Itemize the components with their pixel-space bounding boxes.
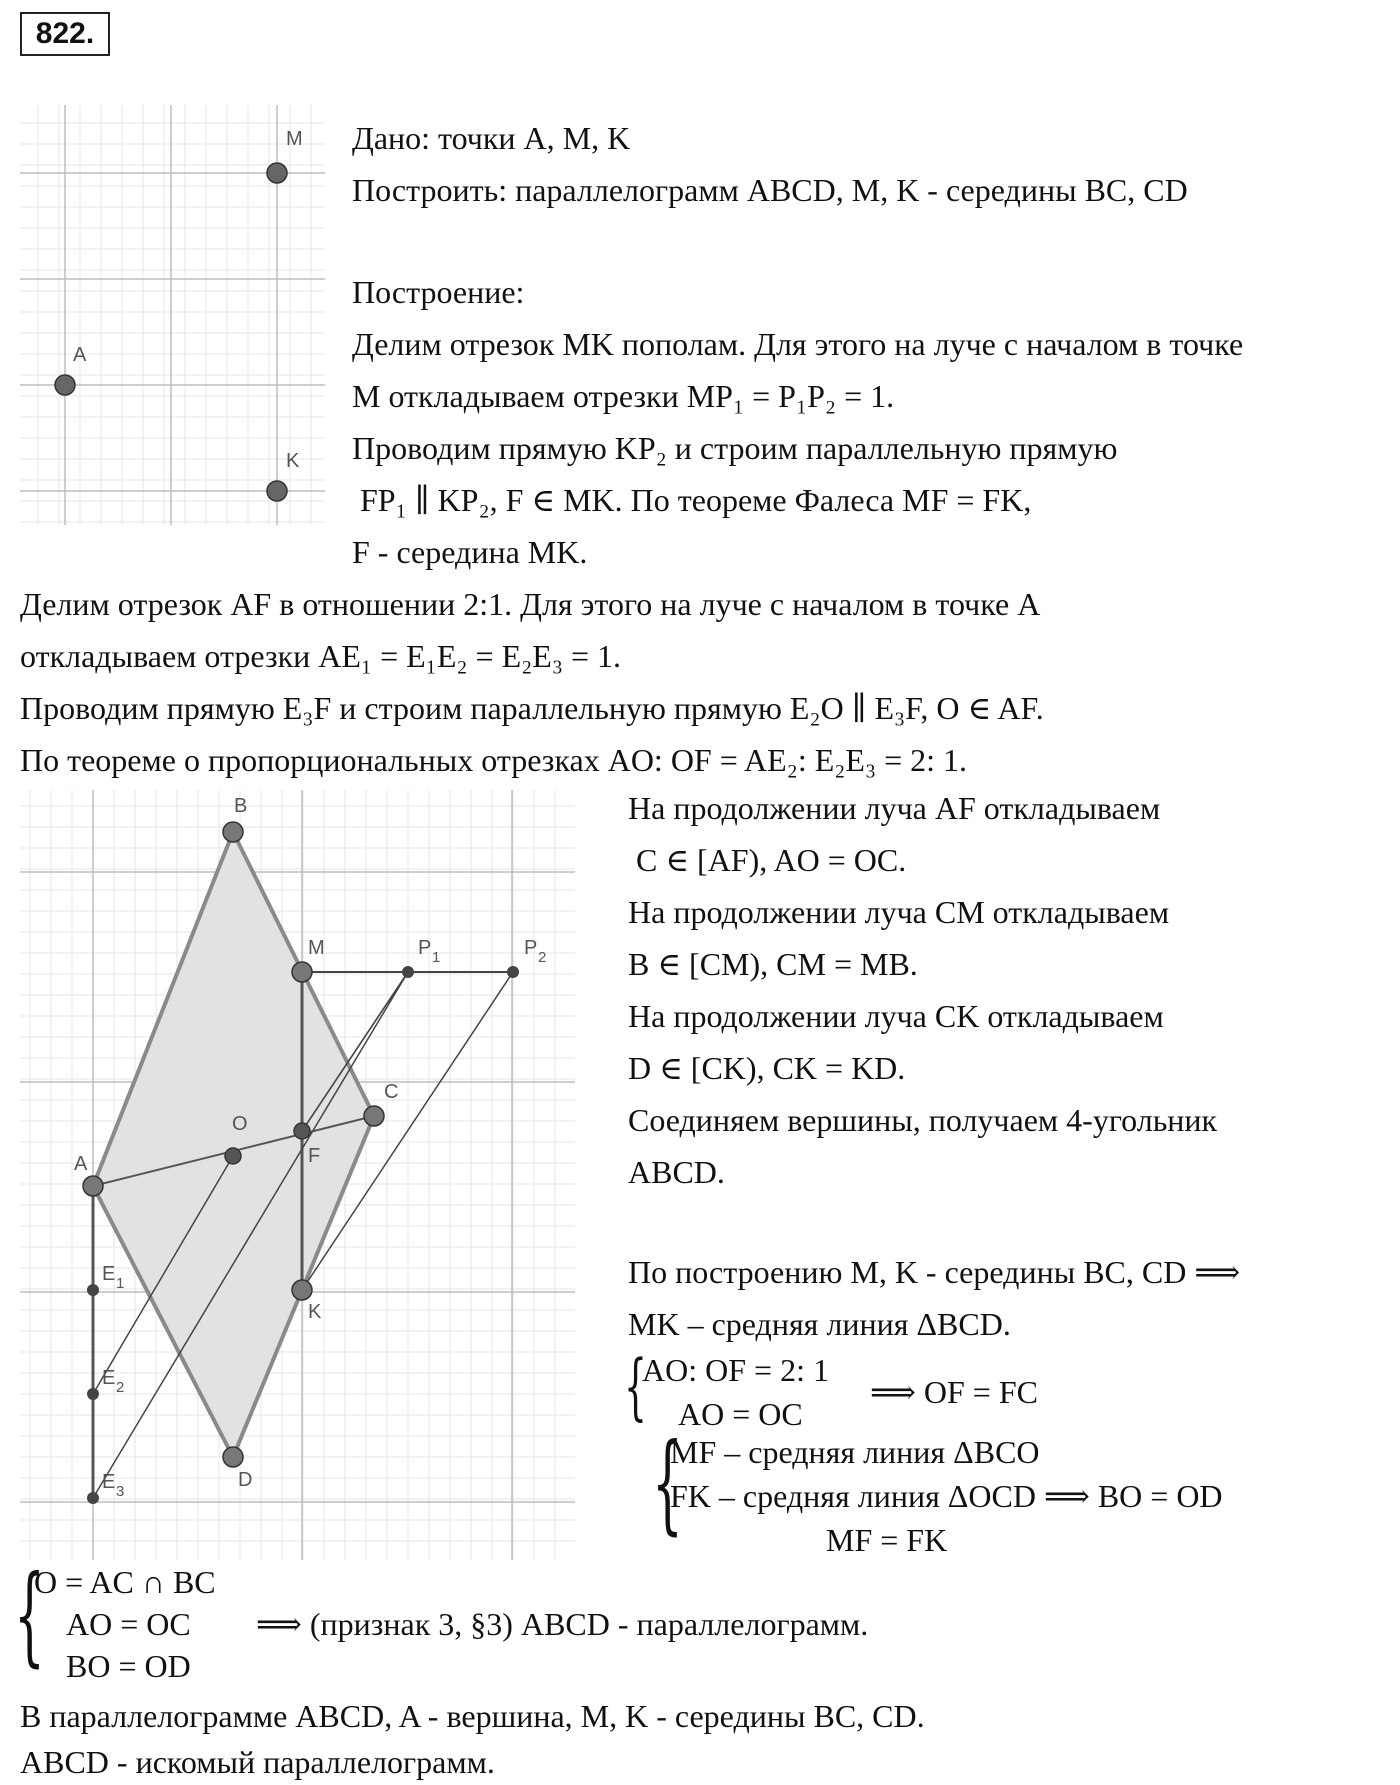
label-p1: P <box>418 937 432 959</box>
given-points-figure <box>20 105 325 525</box>
system2-line-a: MF – средняя линия ΔBCO <box>670 1434 1040 1470</box>
label-d: D <box>238 1469 253 1491</box>
label-m: M <box>286 128 303 150</box>
construction-line-2: M откладываем отрезки MP₁ = P₁P₂ = 1. <box>352 378 895 414</box>
brace-2: { <box>652 1421 683 1546</box>
system1-line-a: AO: OF = 2: 1 <box>642 1352 829 1388</box>
point-p1 <box>402 966 414 978</box>
construction-line-4: FP₁ ∥ KP₂, F ∈ MK. По теореме Фалеса MF = FK, <box>360 482 1032 518</box>
division-line-1: Делим отрезок AF в отношении 2:1. Для этого на луче с началом в точке A <box>20 586 1041 622</box>
final-line-2: ABCD - искомый параллелограмм. <box>20 1744 495 1780</box>
proof-line-1: По построению M, K - середины BC, CD ⟹ <box>628 1254 1241 1290</box>
label-m: M <box>308 937 325 959</box>
division-line-3: Проводим прямую E₃F и строим параллельную прямую E₂O ∥ E₃F, O ∈ AF. <box>20 690 1044 726</box>
point-f <box>294 1123 310 1139</box>
label-e3: E <box>102 1471 116 1493</box>
final-line-1: В параллелограмме ABCD, A - вершина, M, K - середины BC, CD. <box>20 1698 925 1734</box>
label-a: A <box>74 1153 88 1175</box>
point-m <box>292 962 312 982</box>
label-k: K <box>308 1301 322 1323</box>
problem-number: 822. <box>20 12 110 56</box>
label-e1: E <box>102 1263 116 1285</box>
point-e1 <box>87 1284 99 1296</box>
point-m <box>267 163 287 183</box>
right-line-8: ABCD. <box>628 1154 725 1190</box>
brace-1: { <box>624 1344 647 1428</box>
system1-result: ⟹ OF = FC <box>870 1374 1038 1410</box>
right-line-4: B ∈ [CM), CM = MB. <box>628 946 918 982</box>
construction-line-3: Проводим прямую KP₂ и строим параллельную прямую <box>352 430 1118 466</box>
label-k: K <box>286 450 300 472</box>
build-line: Построить: параллелограмм ABCD, M, K - середины BC, CD <box>352 172 1188 208</box>
right-line-3: На продолжении луча CM откладываем <box>628 894 1170 930</box>
construction-heading: Построение: <box>352 274 525 310</box>
brace-3: { <box>14 1553 45 1678</box>
system3-line-b: AO = OC <box>66 1606 191 1642</box>
label-e2-sub: 2 <box>116 1379 125 1396</box>
system2-line-b: FK – средняя линия ΔOCD ⟹ BO = OD <box>670 1478 1223 1514</box>
right-line-5: На продолжении луча CK откладываем <box>628 998 1164 1034</box>
point-o <box>225 1148 241 1164</box>
system3-line-c: BO = OD <box>66 1648 191 1684</box>
right-line-7: Соединяем вершины, получаем 4-угольник <box>628 1102 1218 1138</box>
division-line-4: По теореме о пропорциональных отрезках AO: OF = AE₂: E₂E₃ = 2: 1. <box>20 742 968 778</box>
point-p2 <box>507 966 519 978</box>
label-p1-sub: 1 <box>432 949 441 966</box>
right-line-6: D ∈ [CK), CK = KD. <box>628 1050 906 1086</box>
given-line: Дано: точки A, M, K <box>352 120 631 156</box>
point-e3 <box>87 1492 99 1504</box>
point-d <box>223 1447 243 1467</box>
point-k <box>267 481 287 501</box>
label-c: C <box>384 1081 399 1103</box>
construction-figure <box>20 790 575 1560</box>
point-a <box>83 1176 103 1196</box>
label-b: B <box>234 795 248 817</box>
label-p2-sub: 2 <box>538 949 547 966</box>
construction-line-5: F - середина MK. <box>352 534 588 570</box>
point-b <box>223 822 243 842</box>
label-e1-sub: 1 <box>116 1275 125 1292</box>
label-e2: E <box>102 1367 116 1389</box>
point-e2 <box>87 1388 99 1400</box>
system3-result: ⟹ (признак 3, §3) ABCD - параллелограмм. <box>256 1606 869 1642</box>
label-a: A <box>73 344 87 366</box>
label-o: O <box>232 1113 248 1135</box>
label-e3-sub: 3 <box>116 1483 125 1500</box>
right-line-1: На продолжении луча AF откладываем <box>628 790 1161 826</box>
point-k <box>292 1280 312 1300</box>
division-line-2: откладываем отрезки AE₁ = E₁E₂ = E₂E₃ = 1. <box>20 638 622 674</box>
construction-line-1: Делим отрезок MK пополам. Для этого на луче с началом в точке <box>352 326 1244 362</box>
system2-line-c: MF = FK <box>826 1522 948 1558</box>
point-a <box>55 375 75 395</box>
point-c <box>364 1106 384 1126</box>
system3-line-a: O = AC ∩ BC <box>34 1564 216 1600</box>
label-p2: P <box>524 937 538 959</box>
proof-line-2: MK – средняя линия ΔBCD. <box>628 1306 1011 1342</box>
system1-line-b: AO = OC <box>678 1396 803 1432</box>
right-line-2: C ∈ [AF), AO = OC. <box>636 842 907 878</box>
label-f: F <box>308 1145 321 1167</box>
